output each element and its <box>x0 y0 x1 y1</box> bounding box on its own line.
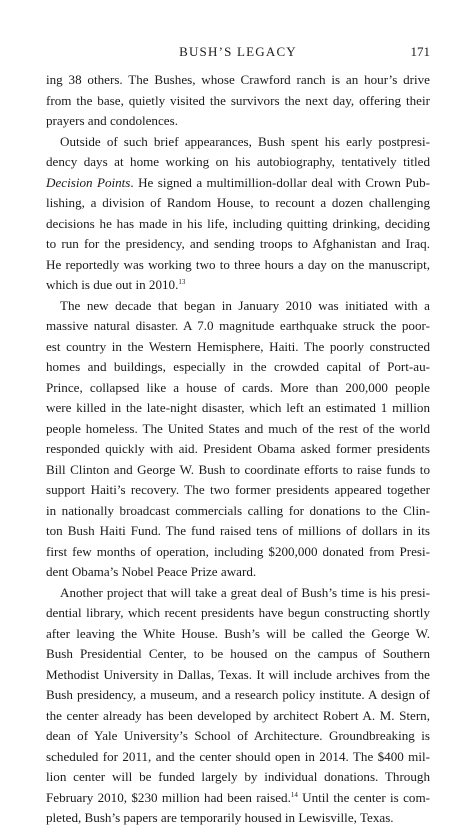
text-line: Bill Clinton and George W. Bush to coordinate efforts to raise funds to <box>46 461 430 477</box>
text-line: dent Obama’s Nobel Peace Prize award. <box>46 564 257 579</box>
text-line: Decision Points. He signed a multimillion-dollar deal with Crown Pub- <box>46 174 431 190</box>
text-line: to run for the presidency, and sending troops to Afghanistan and Iraq. <box>46 236 430 251</box>
book-title-italic: Decision Points <box>46 174 131 190</box>
text-line: Methodist University in Dallas, Texas. It will include archives from the <box>46 666 430 682</box>
paragraph <box>46 296 430 583</box>
text-line: first few months of operation, including $200,000 donated from Presi- <box>46 543 430 559</box>
text-line: He reportedly was working two to three hours a day on the manuscript, <box>46 256 430 272</box>
paragraph <box>46 132 430 296</box>
text-line: people homeless. The United States and much of the rest of the world <box>46 420 430 436</box>
text-line: Another project that will take a great deal of Bush’s time is his presi- <box>60 584 430 600</box>
text-line: The new decade that began in January 2010 was initiated with a <box>60 297 430 313</box>
text-line: support Haiti’s recovery. The two former presidents appeared together <box>46 482 430 497</box>
text-line: dential library, which recent presidents have begun constructing shortly <box>46 605 430 620</box>
text-line: lion center will be funded largely by individual donations. Through <box>46 769 430 784</box>
body-text <box>46 70 430 829</box>
text-line: prayers and condolences. <box>46 113 178 128</box>
text-line: est country in the Western Hemisphere, Haiti. The poorly constructed <box>46 338 430 354</box>
page-number: 171 <box>410 44 430 59</box>
text-line: from the base, quietly visited the survivors the next day, offering their <box>46 92 430 108</box>
text-line: Outside of such brief appearances, Bush spent his early postpresi- <box>60 133 430 149</box>
text-line: massive natural disaster. A 7.0 magnitude earthquake struck the poor- <box>46 318 430 333</box>
text-line: ton Bush Haiti Fund. The fund raised tens of millions of dollars in its <box>46 523 430 538</box>
paragraph <box>46 583 430 829</box>
footnote-ref: 13 <box>178 278 186 286</box>
running-head <box>46 44 430 64</box>
text-line: Bush presidency, a museum, and a research policy institute. A design of <box>46 687 430 702</box>
text-line: February 2010, $230 million had been raised.$^{14}$ Until the center is com- <box>46 789 430 805</box>
text-line: dency days at home working on his autobiography, tentatively titled <box>46 154 430 169</box>
text-line: the center already has been developed by architect Robert A. M. Stern, <box>46 707 430 723</box>
text-line: decisions he has made in his life, including quitting drinking, deciding <box>46 215 430 231</box>
text-line: dean of Yale University’s School of Architecture. Groundbreaking is <box>46 728 430 743</box>
footnote-ref: 14 <box>290 790 298 799</box>
text-line: responded quickly with aid. President Obama asked former presidents <box>46 441 430 456</box>
paragraph <box>46 70 430 132</box>
text-line: homes and buildings, especially in the crowded capital of Port-au- <box>46 359 430 374</box>
text-line: Prince, collapsed like a house of cards. More than 200,000 people <box>46 379 430 395</box>
text-line: were killed in the late-night disaster, which left an estimated 1 million <box>46 400 430 415</box>
text-line: pleted, Bush’s papers are temporarily housed in Lewisville, Texas. <box>46 810 394 825</box>
running-head-title: BUSH’S LEGACY <box>179 44 297 59</box>
text-line: Bush Presidential Center, to be housed on the campus of Southern <box>46 646 430 661</box>
text-line: lishing, a division of Random House, to recount a dozen challenging <box>46 195 430 210</box>
text-line: which is due out in 2010.13 <box>46 277 186 292</box>
text-line: after leaving the White House. Bush’s will be called the George W. <box>46 625 430 641</box>
text-line: scheduled for 2011, and the center should open in 2014. The $400 mil- <box>46 748 430 764</box>
text-line: in nationally broadcast commercials calling for donations to the Clin- <box>46 502 430 518</box>
text-line: ing 38 others. The Bushes, whose Crawford ranch is an hour’s drive <box>46 72 430 87</box>
